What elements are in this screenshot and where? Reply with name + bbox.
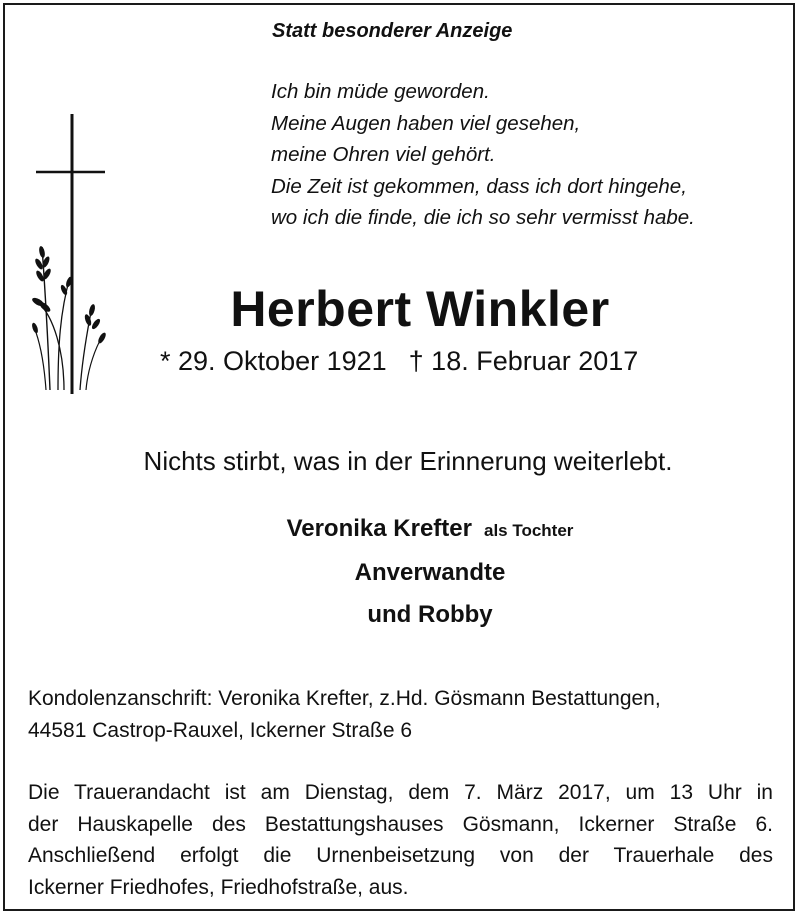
poem-line: Meine Augen haben viel gesehen, xyxy=(271,111,581,135)
service-line: Ickerner Friedhofes, Friedhofstraße, aus. xyxy=(28,875,409,899)
mourner-other: und Robby xyxy=(367,601,493,628)
poem-line: Die Zeit ist gekommen, dass ich dort hingehe, xyxy=(271,174,687,198)
poem-line: meine Ohren viel gehört. xyxy=(271,143,496,166)
notice-header: Statt besonderer Anzeige xyxy=(272,20,513,42)
mourner-relation: als Tochter xyxy=(483,521,574,540)
service-line: Anschließend erfolgt die Urnenbeisetzung von der Trauerhale des xyxy=(28,844,773,867)
poem-line: Ich bin müde geworden. xyxy=(271,80,490,103)
address-line: 44581 Castrop-Rauxel, Ickerner Straße 6 xyxy=(28,718,413,742)
death-date: † 18. Februar 2017 xyxy=(408,346,639,376)
cross-with-wheat-icon xyxy=(30,112,120,397)
mourner-name: Veronika Krefter xyxy=(286,515,472,542)
condolence-address xyxy=(28,683,773,746)
memorial-quote: Nichts stirbt, was in der Erinnerung weiterlebt. xyxy=(143,446,673,476)
mourners-block xyxy=(0,508,800,636)
mourner-relatives: Anverwandte xyxy=(354,559,506,586)
deceased-name: Herbert Winkler xyxy=(230,281,610,337)
address-line: Kondolenzanschrift: Veronika Krefter, z.Hd. Gösmann Bestattungen, xyxy=(28,687,661,710)
service-line: der Hauskapelle des Bestattungshauses Gösmann, Ickerner Straße 6. xyxy=(28,812,773,836)
poem xyxy=(271,76,695,234)
birth-date: * 29. Oktober 1921 xyxy=(160,346,387,376)
life-dates xyxy=(160,346,638,377)
poem-line: wo ich die finde, die ich so sehr vermisst habe. xyxy=(271,206,695,229)
mourner-primary xyxy=(0,508,800,552)
service-details xyxy=(28,777,773,903)
service-line: Die Trauerandacht ist am Dienstag, dem 7. März 2017, um 13 Uhr in xyxy=(28,781,773,804)
